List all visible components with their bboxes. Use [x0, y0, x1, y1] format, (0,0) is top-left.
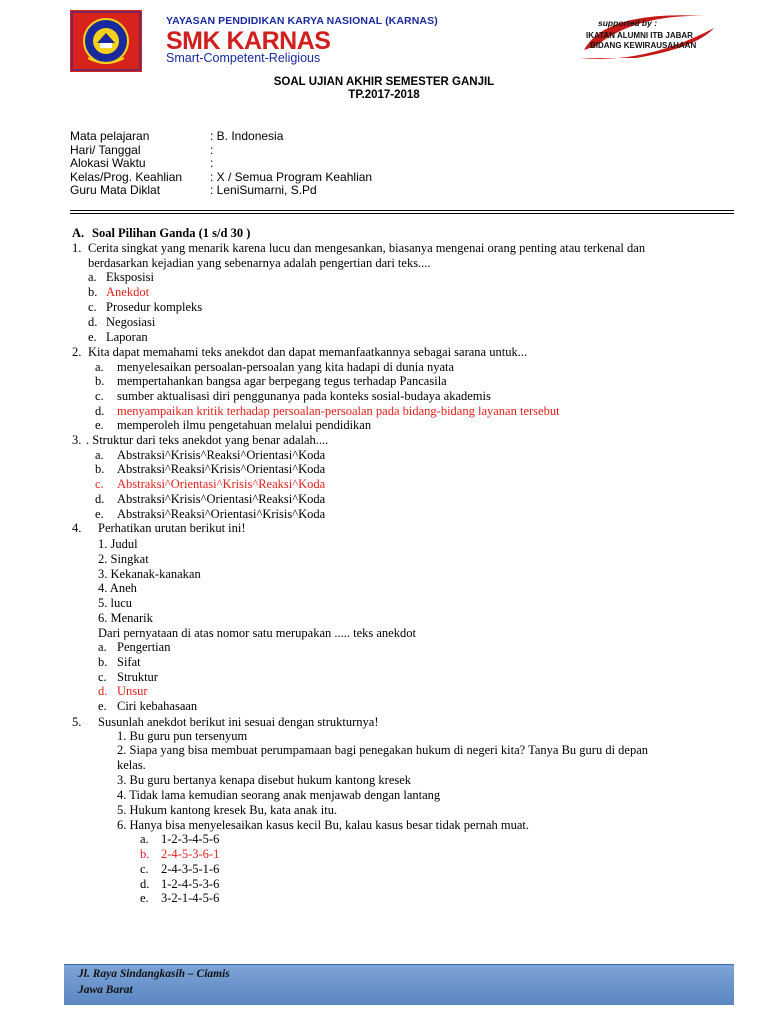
info-value: : [210, 156, 214, 170]
question-number: 1. [72, 241, 82, 255]
info-label: Alokasi Waktu [70, 156, 146, 170]
option-text: 1-2-3-4-5-6 [161, 832, 220, 846]
correct-option-letter: d. [98, 684, 108, 698]
option-letter: b. [95, 462, 105, 476]
info-label: Mata pelajaran [70, 129, 150, 143]
info-value: : B. Indonesia [210, 129, 284, 143]
option-letter: b. [88, 285, 98, 299]
correct-option-letter: b. [140, 847, 150, 861]
list-item: 3. Kekanak-kanakan [98, 567, 201, 581]
option-text: 1-2-4-5-3-6 [161, 877, 220, 891]
question-number: 5. [72, 715, 82, 729]
school-name: SMK KARNAS [166, 27, 331, 55]
question-text: berdasarkan kejadian yang sebenarnya adalah pengertian dari teks.... [88, 256, 431, 270]
sponsor-logo [576, 8, 718, 64]
list-item: 6. Menarik [98, 611, 153, 625]
option-text: Prosedur kompleks [106, 300, 203, 314]
question-text: . Struktur dari teks anekdot yang benar adalah.... [86, 433, 329, 447]
option-text: menyelesaikan persoalan-persoalan yang kita hadapi di dunia nyata [117, 360, 455, 374]
section-title: Soal Pilihan Ganda (1 s/d 30 ) [92, 226, 251, 240]
exam-year: TP.2017-2018 [348, 89, 420, 101]
question-number: 3. [72, 433, 82, 447]
question-prompt: Dari pernyataan di atas nomor satu merupakan ..... teks anekdot [98, 626, 416, 640]
correct-option-text: menyampaikan kritik terhadap persoalan-persoalan pada bidang-bidang layanan tersebut [117, 404, 560, 418]
info-label: Kelas/Prog. Keahlian [70, 170, 183, 184]
option-letter: e. [88, 330, 97, 344]
option-text: Negosiasi [106, 315, 156, 329]
option-letter: a. [140, 832, 149, 846]
option-letter: e. [140, 891, 149, 905]
list-item: 6. Hanya bisa menyelesaikan kasus kecil Bu, kalau kasus besar tidak pernah muat. [117, 818, 530, 832]
correct-option-text: Unsur [117, 684, 148, 698]
info-value: : [210, 143, 214, 157]
list-item: 1. Bu guru pun tersenyum [117, 729, 248, 743]
list-item: 1. Judul [98, 537, 138, 551]
option-text: 3-2-1-4-5-6 [161, 891, 220, 905]
option-text: mempertahankan bangsa agar berpegang tegus terhadap Pancasila [117, 374, 447, 388]
supported-by-label: supported by : [598, 18, 658, 28]
list-item: 3. Bu guru bertanya kenapa disebut hukum kantong kresek [117, 773, 412, 787]
question-text: Cerita singkat yang menarik karena lucu dan mengesankan, biasanya mengenai orang penting atau terkenal dan [88, 241, 646, 255]
foundation-name: YAYASAN PENDIDIKAN KARYA NASIONAL (KARNAS) [166, 15, 438, 27]
question-number: 2. [72, 345, 82, 359]
option-letter: d. [88, 315, 98, 329]
option-letter: e. [98, 699, 107, 713]
info-value: : X / Semua Program Keahlian [210, 170, 373, 184]
divider [70, 213, 734, 214]
option-letter: a. [88, 270, 97, 284]
school-tagline: Smart-Competent-Religious [166, 51, 321, 65]
option-text: Sifat [117, 655, 141, 669]
question-text: Kita dapat memahami teks anekdot dan dapat memanfaatkannya sebagai sarana untuk... [88, 345, 528, 359]
option-letter: b. [98, 655, 108, 669]
option-text: Eksposisi [106, 270, 154, 284]
list-item: 5. Hukum kantong kresek Bu, kata anak itu. [117, 803, 338, 817]
question-text: Perhatikan urutan berikut ini! [98, 521, 246, 535]
question-text: Susunlah anekdot berikut ini sesuai dengan strukturnya! [98, 715, 379, 729]
school-logo [70, 10, 142, 72]
option-text: Ciri kebahasaan [117, 699, 198, 713]
option-text: sumber aktualisasi diri penggunanya pada konteks sosial-budaya akademis [117, 389, 491, 403]
option-text: memperoleh ilmu pengetahuan melalui pendidikan [117, 418, 372, 432]
option-text: Abstraksi^Krisis^Orientasi^Reaksi^Koda [117, 492, 326, 506]
option-letter: c. [95, 389, 104, 403]
correct-option-letter: c. [95, 477, 104, 491]
option-text: Struktur [117, 670, 158, 684]
correct-option-text: Anekdot [106, 285, 150, 299]
list-item: 2. Siapa yang bisa membuat perumpamaan bagi penegakan hukum di negeri kita? Tanya Bu guru di depan [117, 743, 649, 757]
school-emblem-icon [70, 10, 142, 72]
list-item: kelas. [117, 758, 146, 772]
correct-option-text: 2-4-5-3-6-1 [161, 847, 220, 861]
option-letter: a. [95, 360, 104, 374]
sponsor-line-2: BIDANG KEWIRAUSAHAAN [590, 41, 697, 50]
option-text: Abstraksi^Reaksi^Orientasi^Krisis^Koda [117, 507, 326, 521]
option-letter: a. [98, 640, 107, 654]
correct-option-text: Abstraksi^Orientasi^Krisis^Reaksi^Koda [117, 477, 326, 491]
info-value: : LeniSumarni, S.Pd [210, 183, 317, 197]
section-letter: A. [72, 226, 85, 240]
sponsor-line-1: IKATAN ALUMNI ITB JABAR [586, 31, 693, 40]
option-letter: c. [88, 300, 97, 314]
divider [70, 210, 734, 211]
option-letter: c. [140, 862, 149, 876]
option-letter: d. [140, 877, 150, 891]
list-item: 5. lucu [98, 596, 133, 610]
option-text: Pengertian [117, 640, 171, 654]
option-text: Abstraksi^Krisis^Reaksi^Orientasi^Koda [117, 448, 326, 462]
exam-title: SOAL UJIAN AKHIR SEMESTER GANJIL [273, 76, 495, 88]
footer-region: Jawa Barat [78, 984, 133, 996]
info-label: Hari/ Tanggal [70, 143, 141, 157]
option-text: 2-4-3-5-1-6 [161, 862, 220, 876]
option-letter: c. [98, 670, 107, 684]
option-text: Abstraksi^Reaksi^Krisis^Orientasi^Koda [117, 462, 326, 476]
footer-address: Jl. Raya Sindangkasih – Ciamis [78, 968, 230, 980]
option-letter: d. [95, 404, 105, 418]
option-letter: b. [95, 374, 105, 388]
option-letter: d. [95, 492, 105, 506]
option-letter: a. [95, 448, 104, 462]
option-text: Laporan [106, 330, 148, 344]
list-item: 4. Tidak lama kemudian seorang anak menjawab dengan lantang [117, 788, 441, 802]
info-label: Guru Mata Diklat [70, 183, 161, 197]
question-number: 4. [72, 521, 82, 535]
list-item: 2. Singkat [98, 552, 149, 566]
option-letter: e. [95, 418, 104, 432]
list-item: 4. Aneh [98, 581, 137, 595]
option-letter: e. [95, 507, 104, 521]
